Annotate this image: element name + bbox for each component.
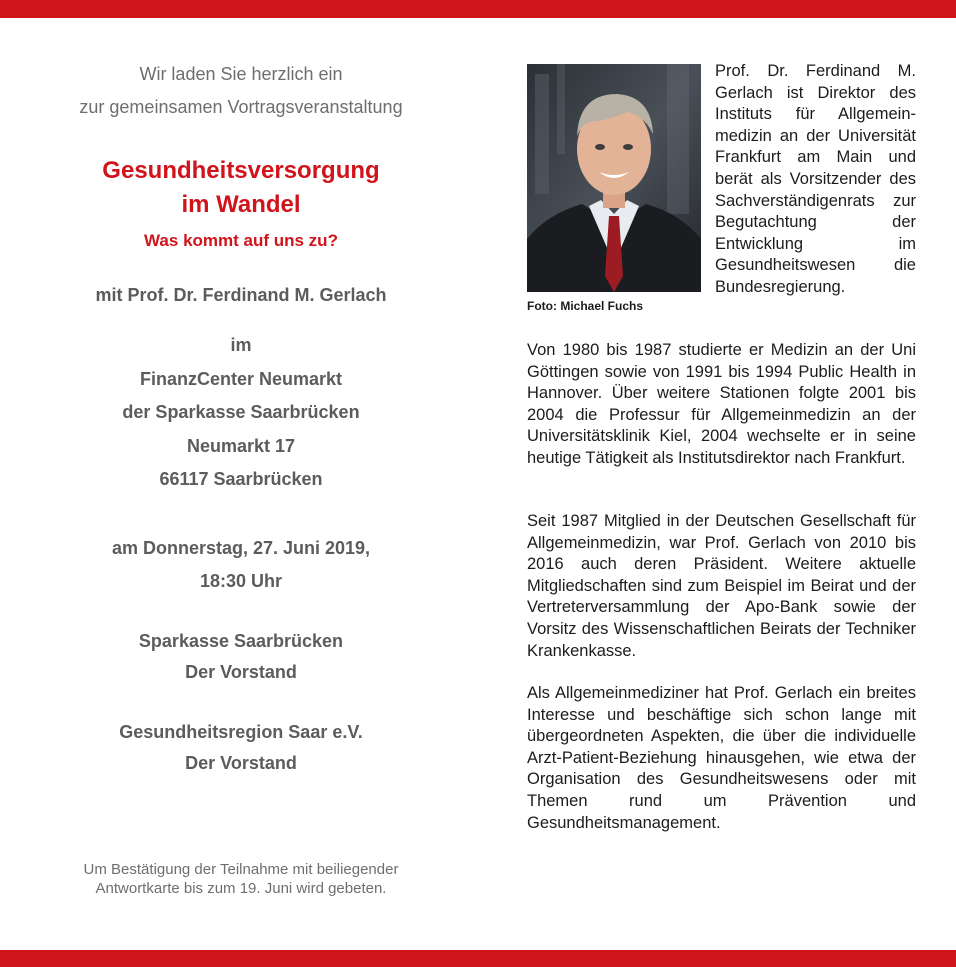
venue-name: FinanzCenter Neumarkt <box>139 368 343 389</box>
rsvp-note <box>40 860 442 898</box>
event-title-line-2: im Wandel <box>181 191 301 218</box>
rsvp-note-line-2: Antwortkarte bis zum 19. Juni wird gebeten. <box>95 880 387 897</box>
photo-credit: Foto: Michael Fuchs <box>527 299 644 313</box>
event-subtitle: Was kommt auf uns zu? <box>144 231 338 250</box>
portrait-illustration <box>527 64 701 292</box>
intro-line-2: zur gemeinsamen Vortragsveranstaltung <box>79 97 403 117</box>
signature-org: Sparkasse Saarbrücken <box>138 631 344 651</box>
bio-paragraph-memberships: Seit 1987 Mitglied in der Deutschen Gesellschaft für Allgemeinmedizin, war Prof. Gerlach von 2010 bis 2016 auch deren Präsident. Weitere aktuelle Mitgliedschaften sind zum Beispiel im Beirat und der Vertreterversammlung der Apo-Bank sowie der Vorsitz des Wissenschaftlichen Beirats der Techniker Krankenkasse. <box>527 512 916 660</box>
event-time: 18:30 Uhr <box>199 571 283 591</box>
signature-role: Der Vorstand <box>185 661 297 682</box>
event-title-line-1: Gesundheitsversorgung <box>102 157 380 184</box>
event-title <box>40 154 442 222</box>
rsvp-note-line-1: Um Bestätigung der Teilnahme mit beiliegender <box>83 861 399 878</box>
venue-org: der Sparkasse Saarbrücken <box>122 402 360 422</box>
bottom-red-bar <box>0 950 956 967</box>
signature-sparkasse <box>40 626 442 687</box>
bio-paragraph-education: Von 1980 bis 1987 studierte er Medizin an der Uni Göttingen sowie von 1991 bis 1994 Public Health in Hannover. Über weitere Stationen folgte 2001 bis 2004 die Professur für Allgemeinmedizin an der Universitätsklinik Kiel, 2004 wechselte er in seine heutige Tätigkeit als Institutsdirektor nach Frankfurt. <box>527 341 916 467</box>
signature-role: Der Vorstand <box>185 752 297 773</box>
venue-street: Neumarkt 17 <box>186 435 296 456</box>
speaker-line: mit Prof. Dr. Ferdinand M. Gerlach <box>95 285 387 305</box>
top-red-bar <box>0 0 956 18</box>
speaker-portrait-photo <box>527 64 701 292</box>
intro-line-1: Wir laden Sie herzlich ein <box>139 64 343 84</box>
bio-paragraph-interests: Als Allgemeinmediziner hat Prof. Gerlach ein breites Interesse und beschäftige sich schon lange mit übergeordneten Aspekten, die über die individuelle Arzt-Patient-Beziehung hinausgehen, wie etwa der Organisation des Gesundheitswesens oder mit Themen rund um Prävention und Gesundheitsmanagement. <box>527 684 916 832</box>
bio-intro: Prof. Dr. Ferdinand M. Gerlach ist Direktor des Instituts für Allgemeinmedizin an der Universität Frankfurt am Main und berät als Vorsitzender des Sachverständigenrats zur Begutachtung der Entwicklung im Gesundheitswesen die Bundesregierung. <box>715 62 916 296</box>
invitation-intro <box>40 58 442 124</box>
signature-gesundheitsregion <box>40 717 442 778</box>
venue-block <box>40 329 442 497</box>
event-datetime <box>40 532 442 598</box>
venue-prefix: im <box>230 335 252 355</box>
event-date: am Donnerstag, 27. Juni 2019, <box>111 538 371 558</box>
signature-org: Gesundheitsregion Saar e.V. <box>119 722 363 742</box>
venue-city: 66117 Saarbrücken <box>159 469 323 489</box>
